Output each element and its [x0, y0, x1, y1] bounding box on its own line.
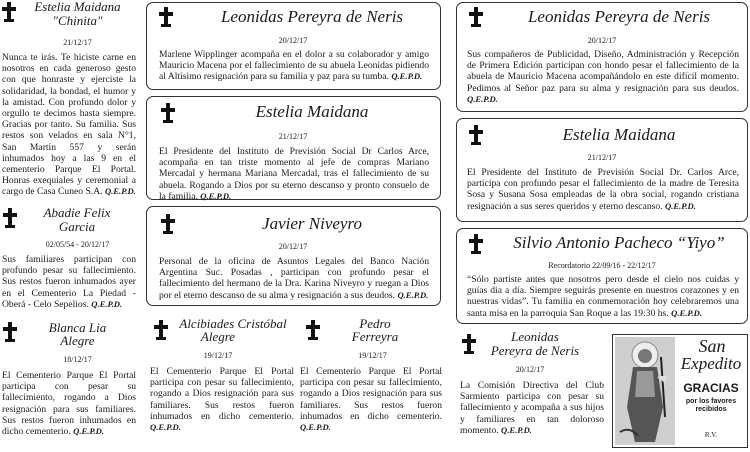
qepd: Q.E.P.D. — [664, 200, 696, 211]
gracias-text: GRACIAS — [683, 381, 739, 395]
cross-icon — [3, 208, 17, 228]
qepd: Q.E.P.D. — [104, 186, 136, 197]
obituary-box — [146, 96, 441, 200]
obit-date: 18/12/17 — [63, 355, 92, 364]
obit-name: Leonidas Pereyra de Neris — [220, 7, 404, 26]
qepd: Q.E.P.D. — [501, 424, 532, 435]
saint-title-2: Expedito — [680, 354, 742, 373]
obit-text: “Sólo partiste antes que nosotros pero desde el cielo nos cuidas y guías día a día. Siempre seguirás presente en nuestros corazones y en nuestras vidas”. Tu familia en conmemoración hoy celebraremos una santa misa en la parroquia San Roque a las 19:30 hs. Q.E.P.D. — [467, 274, 739, 319]
qepd: Q.E.P.D. — [397, 289, 429, 300]
saint-sub: por los favores recibidos — [685, 398, 737, 413]
obit-date: 21/12/17 — [278, 132, 308, 141]
saint-image — [615, 337, 675, 445]
obit-date: 20/12/17 — [278, 36, 308, 45]
obituary-box — [456, 118, 748, 222]
obit-name: Estelia Maidana "Chinita" — [34, 0, 121, 28]
obit-name-1: Pedro — [359, 316, 391, 331]
obit-name: Leonidas Pereyra de Neris — [527, 7, 711, 26]
obit-date: 20/12/17 — [587, 36, 617, 45]
obit-name-1: Alcibiades Cristóbal — [179, 316, 287, 331]
obituary-box — [456, 228, 748, 324]
obit-date: Recordatorio 22/09/16 - 22/12/17 — [548, 261, 656, 270]
qepd: Q.E.P.D. — [91, 298, 123, 309]
cross-icon — [3, 322, 17, 342]
obit-name-2: Alegre — [60, 333, 95, 348]
saint-title-1: San — [698, 336, 726, 356]
cross-icon — [159, 7, 173, 27]
obit-text: Sus compañeros de Publicidad, Diseño, Administración y Recepción de Primera Edición participan con hondo pesar el fallecimiento de la abuela de Mauricio Macena acompañándolo en este difícil momento. Pedimos al Señor paz para su alma y resignación para sus deudos. Q.E.P.D. — [467, 49, 739, 104]
obit-date: 20/12/17 — [515, 365, 545, 374]
obit-date: 21/12/17 — [63, 38, 92, 47]
obit-name: Javier Niveyro — [262, 214, 362, 233]
obituary-box — [456, 2, 748, 112]
obit-date: 19/12/17 — [203, 351, 233, 360]
obit-name: Estelia Maidana — [562, 125, 676, 144]
obit-name-2: Garcia — [58, 219, 96, 234]
obit-name: Silvio Antonio Pacheco “Yiyo” — [513, 233, 725, 252]
obit-text: Sus familiares participan con profundo pesar su fallecimiento. Sus restos fueron inhumados ayer en el Cementerio La Piedad - Oberá - Celo Sepelios. Q.E.P.D. — [2, 254, 136, 310]
obit-text: Personal de la oficina de Asuntos Legales del Banco Nación Argentina Suc. Posadas , participan con profundo pesar el fallecimiento del hermano de la Dra. Karina Niveyro y ruegan a Dios por el eterno descanso de su alma y resignación a sus deudos. Q.E.P.D. — [159, 256, 429, 301]
saint-card — [612, 334, 748, 448]
cross-icon — [469, 234, 483, 254]
obit-text: Nunca te irás. Te hiciste carne en nosotros en cada generoso gesto con que honraste y ejerciste la solidaridad, la bondad, el humor y la amistad. Con profundo dolor y orgullo te decimos hasta siempre. Gracias por tanto. Su familia. Sus restos son velados en sala N°1, San Martín 557 y serán inhumados hoy a las 9 en el cementerio Parque El Portal. Honras exequiales y ceremonial a cargo de Casa Cuneo S.A. Q.E.P.D. — [2, 52, 136, 198]
obit-date: 20/12/17 — [278, 242, 308, 251]
qepd: Q.E.P.D. — [671, 307, 702, 318]
cross-icon — [469, 125, 483, 145]
cross-icon — [154, 320, 168, 340]
qepd: Q.E.P.D. — [300, 422, 331, 433]
obit-name-1: Abadie Felix — [43, 205, 111, 220]
qepd: Q.E.P.D. — [150, 422, 181, 433]
obit-text: El Presidente del Instituto de Previsión Social Dr Carlos Arce, acompaña en tan triste momento al jefe de compras Mariano Mercadal y hermana Mariana Mercadal, tras el fallecimiento de su abuela. Rogando a Dios por su eterno descanso y pronto consuelo de la familia. Q.E.P.D. — [159, 146, 429, 202]
cross-icon — [161, 103, 175, 123]
obit-text: El Presidente del Instituto de Previsión Social Dr. Carlos Arce, participa con profundo pesar el fallecimiento de la madre de Teresita Sosa y Susana Sosa empleadas de la obra social, rogando cristiana resignación a sus seres queridos y eterno descanso. Q.E.P.D. — [467, 167, 739, 212]
cross-icon — [306, 320, 320, 340]
obit-name: Estelia Maidana — [255, 102, 369, 121]
obit-date: 19/12/17 — [358, 351, 387, 360]
obit-name-2: Ferreyra — [351, 329, 399, 344]
obit-name-1: Blanca Lia — [48, 320, 107, 335]
cross-icon — [2, 2, 16, 22]
saint-initials: R.V. — [704, 431, 718, 439]
obit-name-2: Pereyra de Neris — [490, 343, 580, 358]
obit-text: Marlene Wipplinger acompaña en el dolor a su colaborador y amigo Mauricio Macena por el fallecimiento de su abuela Leonidas pidiendo al Altísimo resignación para su familia y paz para su tumba. Q.E.P.D. — [159, 49, 429, 83]
cross-icon — [462, 334, 476, 354]
cross-icon — [161, 214, 175, 234]
obit-date: 02/05/54 - 20/12/17 — [45, 240, 110, 249]
obit-text: El Cementerio Parque El Portal participa con pesar su fallecimiento, rogando a Dios resignación para sus familiares. Sus restos fueron inhumados en dicho cementerio. Q.E.P.D. — [2, 370, 136, 438]
obit-date: 21/12/17 — [587, 153, 617, 162]
obit-text: El Cementerio Parque El Portal participa con pesar su fallecimiento, rogando a Dios resignación para sus familiares. Sus restos fueron inhumados en dicho cementerio. Q.E.P.D. — [300, 366, 442, 433]
qepd: Q.E.P.D. — [73, 426, 105, 437]
obit-name-2: Alegre — [200, 329, 236, 344]
qepd: Q.E.P.D. — [200, 190, 232, 201]
obituary-box — [146, 206, 441, 306]
obit-name-1: Leonidas — [511, 329, 559, 344]
cross-icon — [469, 7, 483, 27]
qepd: Q.E.P.D. — [391, 71, 423, 82]
qepd: Q.E.P.D. — [467, 93, 498, 104]
obit-text: El Cementerio Parque El Portal participa con pesar su fallecimiento, rogando a Dios resignación para sus familiares. Sus restos fueron inhumados en dicho cementerio. Q.E.P.D. — [150, 366, 294, 433]
obit-text: La Comisión Directiva del Club Sarmiento participa con pesar su fallecimiento y acompaña a sus hijos y familiares en tan doloroso momento. Q.E.P.D. — [460, 380, 604, 436]
obituary-box — [146, 2, 441, 90]
